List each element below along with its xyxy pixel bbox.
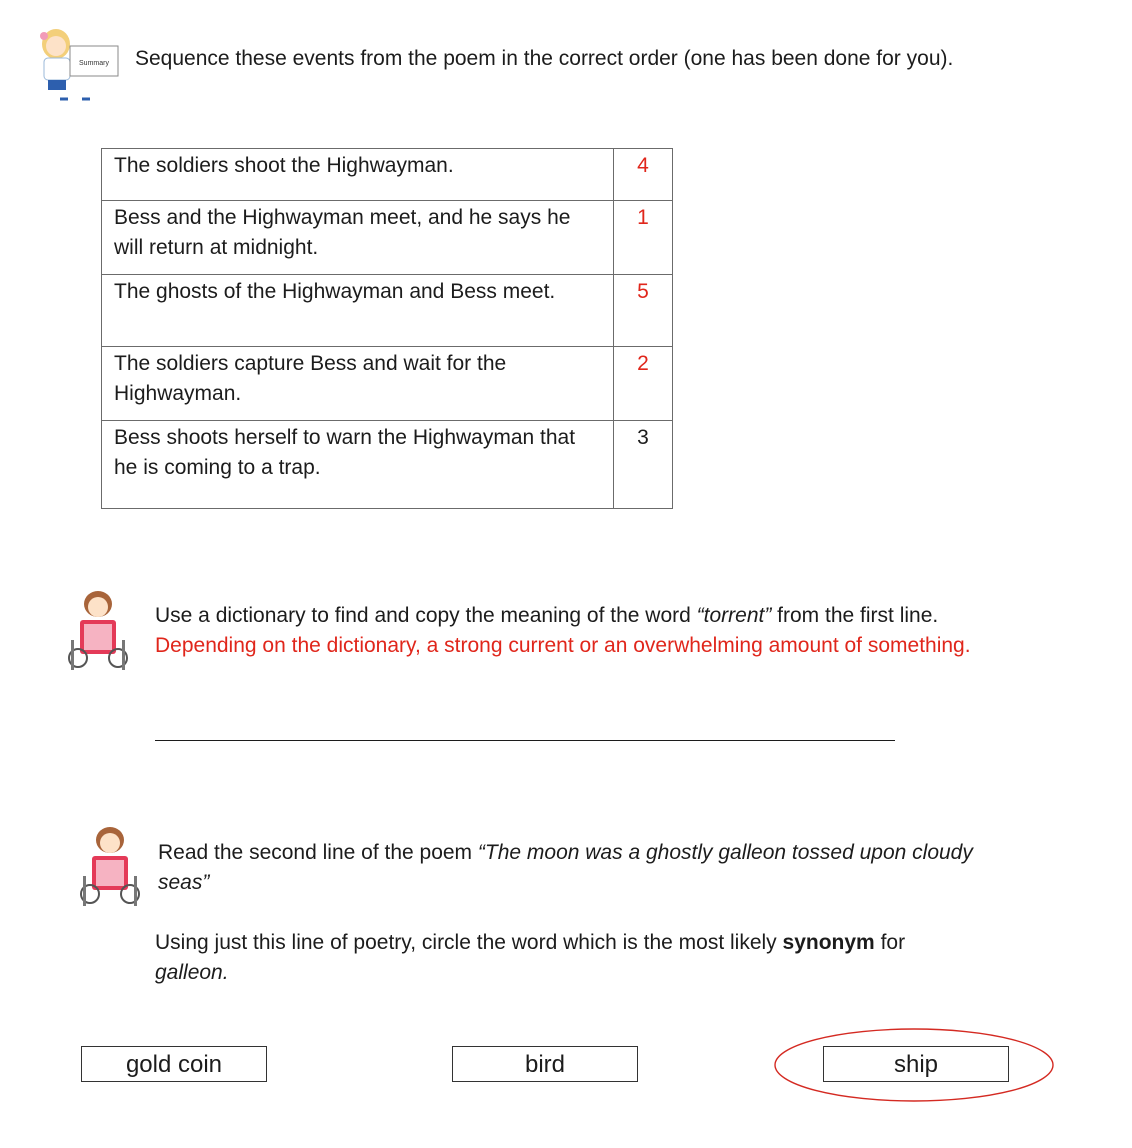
- dictionary-prompt-start: Use a dictionary to find and copy the meaning of the word: [155, 604, 697, 627]
- synonym-instruction: [155, 928, 1005, 988]
- option-bird[interactable]: bird: [452, 1046, 638, 1082]
- order-cell[interactable]: 5: [614, 275, 673, 347]
- table-row: [102, 275, 673, 347]
- sequence-table: [101, 148, 673, 509]
- synonym-instruction-start: Using just this line of poetry, circle the word which is the most likely: [155, 931, 783, 954]
- event-cell: The ghosts of the Highwayman and Bess meet.: [102, 275, 614, 347]
- summary-girl-icon: [34, 24, 126, 110]
- option-ship[interactable]: ship: [823, 1046, 1009, 1082]
- galleon-word: galleon.: [155, 961, 229, 984]
- table-row: [102, 149, 673, 201]
- poem-quote: “The moon was a ghostly galleon tossed upon cloudy seas”: [158, 841, 973, 894]
- order-cell[interactable]: 4: [614, 149, 673, 201]
- dictionary-question: [155, 601, 1005, 661]
- synonym-instruction-mid: for: [874, 931, 906, 954]
- event-cell: The soldiers capture Bess and wait for the Highwayman.: [102, 347, 614, 421]
- event-cell: Bess and the Highwayman meet, and he says he will return at midnight.: [102, 201, 614, 275]
- table-row: [102, 347, 673, 421]
- event-cell: Bess shoots herself to warn the Highwayman that he is coming to a trap.: [102, 421, 614, 509]
- synonym-intro-text: Read the second line of the poem: [158, 841, 478, 864]
- dictionary-word: “torrent”: [696, 604, 772, 627]
- reading-girl-icon: [78, 824, 142, 910]
- order-cell[interactable]: 3: [614, 421, 673, 509]
- summary-label: Summary: [79, 60, 109, 67]
- order-cell[interactable]: 2: [614, 347, 673, 421]
- synonym-intro: [158, 838, 1008, 898]
- table-row: [102, 201, 673, 275]
- table-row: [102, 421, 673, 509]
- synonym-keyword: synonym: [782, 931, 875, 954]
- dictionary-answer: Depending on the dictionary, a strong current or an overwhelming amount of something.: [155, 634, 971, 657]
- sequence-prompt: Sequence these events from the poem in the correct order (one has been done for you).: [135, 47, 954, 70]
- answer-line[interactable]: [155, 740, 895, 741]
- dictionary-prompt-end: from the first line.: [771, 604, 939, 627]
- option-gold-coin[interactable]: gold coin: [81, 1046, 267, 1082]
- answer-circle: [773, 1026, 1055, 1104]
- reading-girl-icon: [66, 588, 130, 674]
- event-cell: The soldiers shoot the Highwayman.: [102, 149, 614, 201]
- order-cell[interactable]: 1: [614, 201, 673, 275]
